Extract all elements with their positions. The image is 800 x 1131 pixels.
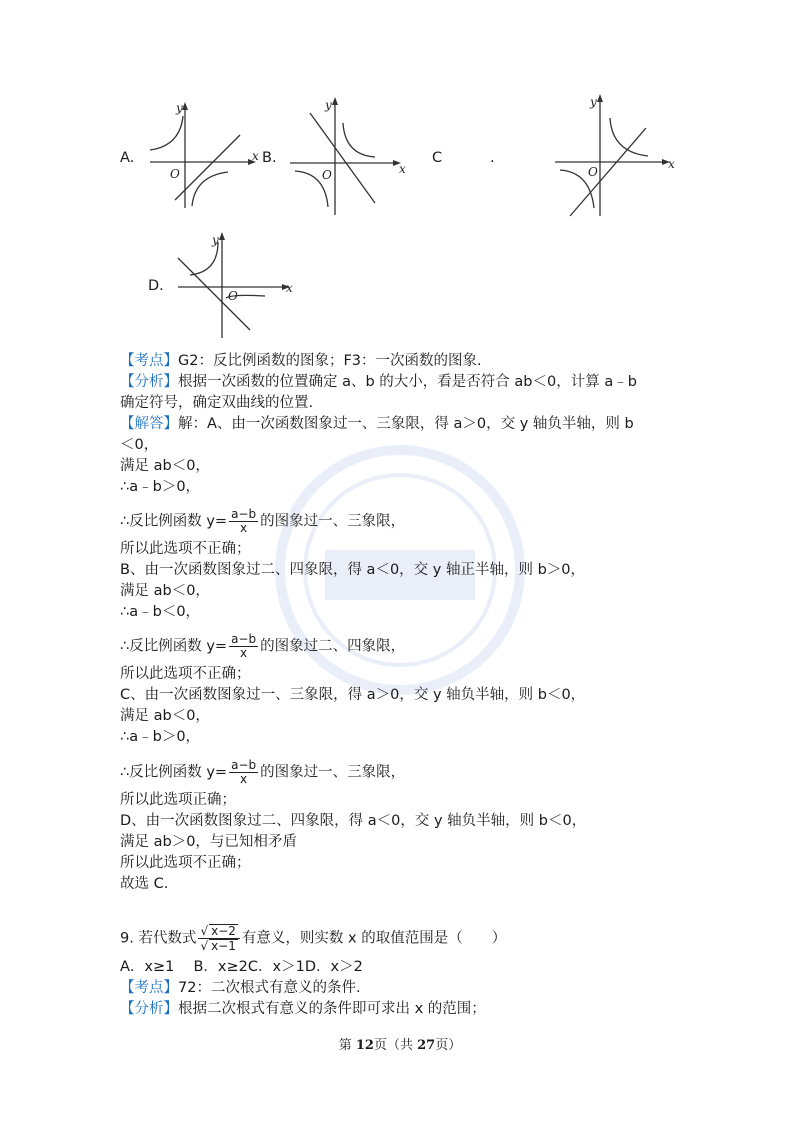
kaodian-text: G2：反比例函数的图象；F3：一次函数的图象.: [178, 353, 482, 369]
solution-line: ＜0，: [120, 437, 159, 453]
fraction: [229, 508, 258, 535]
svg-text:x: x: [252, 149, 259, 163]
footer-text: 页）: [435, 1038, 462, 1053]
question-9: [120, 924, 506, 953]
line-text: 的图象过一、三象限，: [260, 513, 406, 530]
question-9-choices: A．x≥1 B．x≥2C．x＞1D．x＞2: [120, 959, 363, 975]
line-text: 的图象过一、三象限，: [260, 764, 406, 781]
jieda-tag: 【解答】: [120, 416, 178, 432]
solution-line: 满足 ab＜0，: [120, 458, 210, 474]
q9-fenxi-line: [120, 999, 486, 1019]
solution-line: 满足 ab＜0，: [120, 583, 210, 599]
fraction-denominator: x: [240, 646, 248, 660]
solution-line: ∴a﹣b＞0，: [120, 729, 201, 745]
q9-kaodian-line: [120, 978, 361, 998]
fraction-denominator: x: [240, 772, 248, 786]
solution-line: 满足 ab＞0，与已知相矛盾: [120, 834, 297, 850]
fraction-numerator: a−b: [231, 758, 257, 772]
solution-line: D、由一次函数图象过二、四象限，得 a＜0，交 y 轴负半轴，则 b＜0，: [120, 813, 587, 829]
question-9-text: 有意义，则实数 x 的取值范围是（ ）: [241, 930, 507, 947]
svg-text:y: y: [325, 98, 332, 112]
line-text: ∴反比例函数 y=: [120, 764, 228, 781]
graph-option-d: [170, 230, 305, 342]
solution-line: 故选 C.: [120, 876, 169, 892]
solution-line: [120, 508, 405, 535]
footer-text: 页（共: [373, 1038, 418, 1053]
radical-fraction: [198, 924, 239, 953]
svg-text:O: O: [322, 168, 332, 182]
solution-line: C、由一次函数图象过一、三象限，得 a＞0，交 y 轴负半轴，则 b＜0，: [120, 687, 586, 703]
solution-line: 所以此选项不正确；: [120, 855, 251, 871]
svg-text:x: x: [399, 162, 406, 176]
kaodian-line: [120, 351, 482, 371]
svg-text:y: y: [212, 233, 219, 247]
fenxi-text: 根据一次函数的位置确定 a、b 的大小，看是否符合 ab＜0，计算 a﹣b: [178, 374, 637, 390]
radical-numerator: √ x−2: [198, 924, 239, 939]
solution-line: B、由一次函数图象过二、四象限，得 a＜0，交 y 轴正半轴，则 b＞0，: [120, 562, 586, 578]
solution-line: [120, 759, 405, 786]
q9-kaodian-text: 72：二次根式有意义的条件.: [178, 980, 361, 996]
footer-text: 第: [338, 1038, 356, 1053]
solution-line: ∴a﹣b＜0，: [120, 604, 201, 620]
radicand-numerator: x−2: [211, 924, 236, 938]
solution-line: 所以此选项正确；: [120, 792, 236, 808]
solution-line: 所以此选项不正确；: [120, 541, 251, 557]
option-c-label: C: [432, 150, 443, 166]
fenxi-line-2: 确定符号，确定双曲线的位置.: [120, 395, 314, 411]
q9-fenxi-tag: 【分析】: [120, 1001, 178, 1017]
graph-option-b: [285, 95, 415, 220]
option-a-label: A.: [120, 150, 135, 166]
svg-text:O: O: [588, 165, 598, 179]
fraction-numerator: a−b: [231, 507, 257, 521]
svg-text:x: x: [668, 157, 675, 171]
q9-fenxi-text: 根据二次根式有意义的条件即可求出 x 的范围；: [178, 1001, 486, 1017]
line-text: ∴反比例函数 y=: [120, 513, 228, 530]
solution-line: 满足 ab＜0，: [120, 708, 210, 724]
page-total: 27: [417, 1038, 436, 1053]
solution-line: 所以此选项不正确；: [120, 666, 251, 682]
option-c-dot: .: [490, 150, 495, 166]
svg-text:O: O: [228, 289, 238, 303]
svg-text:x: x: [286, 281, 293, 295]
radical-denominator: √ x−1: [200, 939, 236, 953]
page-footer: [0, 1034, 800, 1053]
option-d-label: D.: [148, 278, 164, 294]
fraction: [229, 633, 258, 660]
svg-text:y: y: [590, 95, 597, 109]
jieda-line: [120, 414, 634, 434]
fraction-denominator: x: [240, 521, 248, 535]
fenxi-tag: 【分析】: [120, 374, 178, 390]
kaodian-tag: 【考点】: [120, 353, 178, 369]
fraction-numerator: a−b: [231, 632, 257, 646]
fenxi-line: [120, 372, 637, 392]
solution-line: [120, 633, 405, 660]
svg-text:O: O: [170, 167, 180, 181]
page-number: 12: [355, 1038, 374, 1053]
graph-option-a: [140, 100, 265, 212]
jieda-text: 解：A、由一次函数图象过一、三象限，得 a＞0，交 y 轴负半轴，则 b: [178, 416, 634, 432]
fraction: [229, 759, 258, 786]
question-9-text: 9. 若代数式: [120, 930, 197, 947]
line-text: 的图象过二、四象限，: [260, 638, 406, 655]
graph-option-c: [550, 92, 685, 220]
solution-line: ∴a﹣b＞0，: [120, 479, 201, 495]
option-b-label: B.: [262, 150, 277, 166]
q9-kaodian-tag: 【考点】: [120, 980, 178, 996]
radicand-denominator: x−1: [211, 939, 236, 953]
line-text: ∴反比例函数 y=: [120, 638, 228, 655]
svg-text:y: y: [176, 101, 183, 115]
